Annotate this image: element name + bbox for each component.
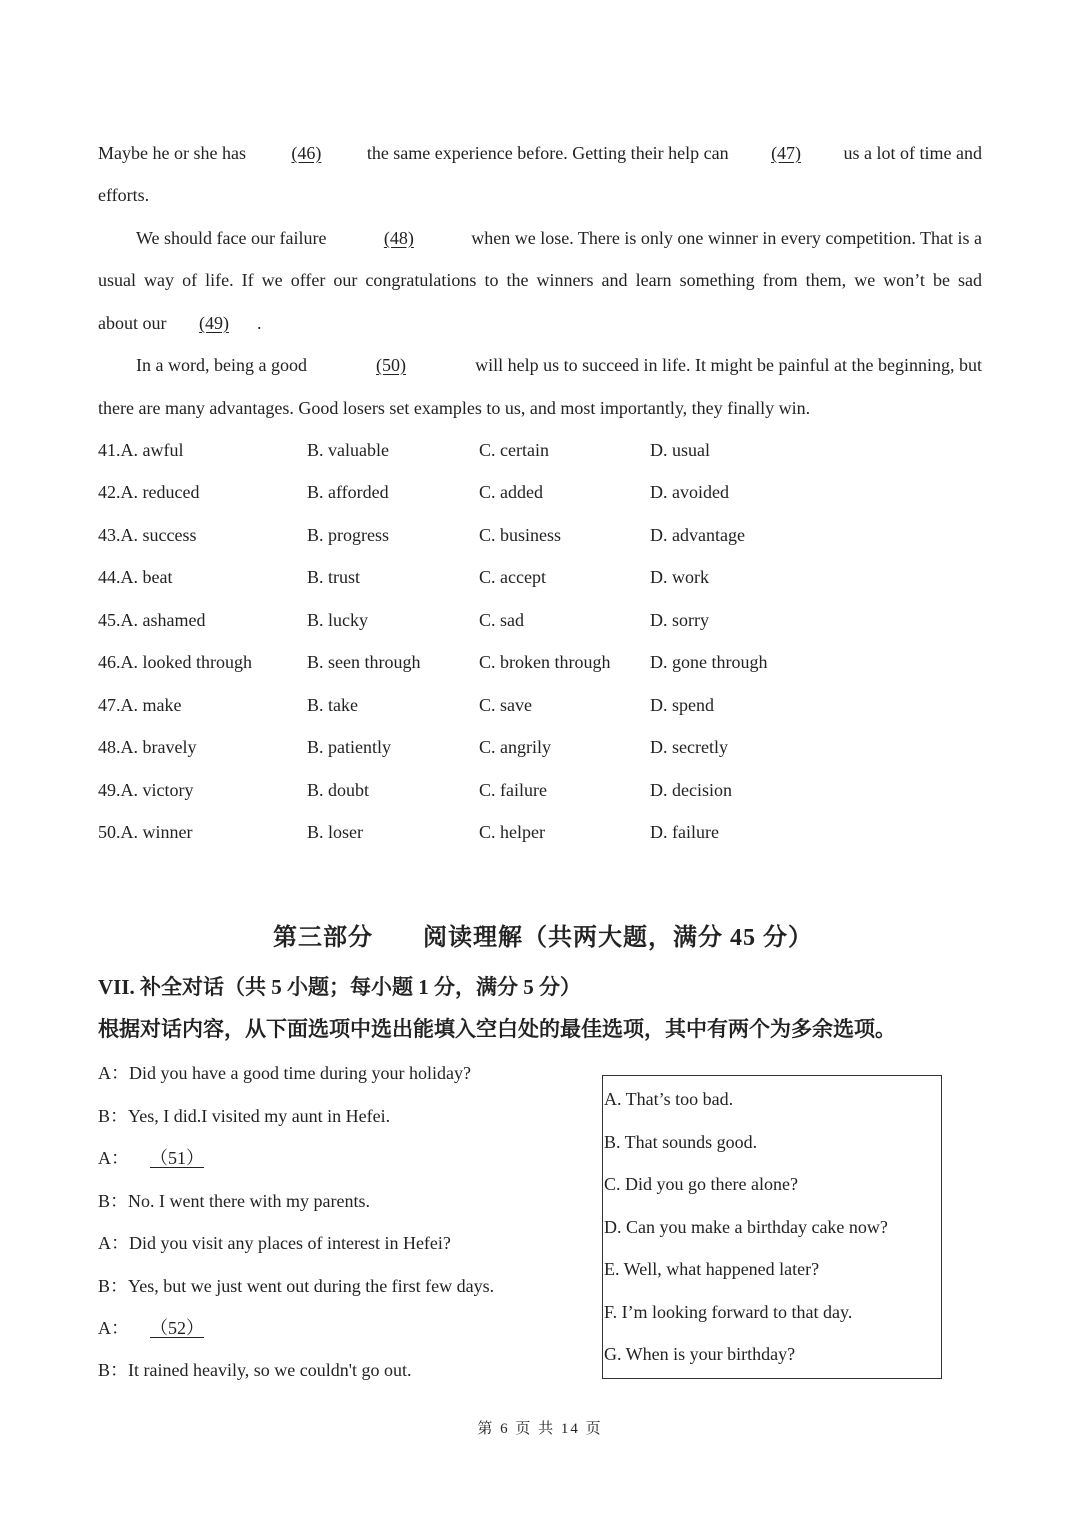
- option-b: B. progress: [307, 525, 389, 545]
- passage-text: will help us to succeed in life. It might be painful at the beginning, but: [475, 355, 982, 375]
- blank-50: (50): [376, 355, 407, 375]
- passage-text: Maybe he or she has: [98, 143, 246, 163]
- option-a: 41.A. awful: [98, 440, 184, 460]
- dialogue-line: [98, 1189, 370, 1213]
- section-instruction: 根据对话内容，从下面选项中选出能填入空白处的最佳选项，其中有两个为多余选项。: [98, 1017, 896, 1041]
- speaker-label: A：: [98, 1148, 129, 1168]
- passage-text: about our: [98, 313, 167, 333]
- passage-text: us a lot of time and: [843, 143, 982, 163]
- option-b: B. valuable: [307, 440, 389, 460]
- choice-b: B. That sounds good.: [604, 1132, 758, 1152]
- speaker-label: A：: [98, 1233, 129, 1253]
- option-d: D. advantage: [650, 525, 745, 545]
- passage-line-1: [98, 141, 982, 165]
- dialogue-line: [98, 1104, 390, 1128]
- section-subtitle: VII. 补全对话（共 5 小题；每小题 1 分，满分 5 分）: [98, 975, 582, 999]
- option-c: C. added: [479, 482, 543, 502]
- option-b: B. loser: [307, 822, 363, 842]
- option-d: D. usual: [650, 440, 710, 460]
- option-a: 49.A. victory: [98, 780, 194, 800]
- blank-48: (48): [383, 228, 414, 248]
- option-c: C. helper: [479, 822, 545, 842]
- option-a: 50.A. winner: [98, 822, 193, 842]
- dialogue-line: [98, 1316, 225, 1340]
- option-a: 47.A. make: [98, 695, 182, 715]
- blank-49: (49): [198, 313, 229, 333]
- blank-52: （52）: [150, 1318, 204, 1338]
- choice-f: F. I’m looking forward to that day.: [604, 1302, 853, 1322]
- passage-line-6: [136, 353, 982, 377]
- passage-line-3: [136, 226, 982, 250]
- option-c: C. angrily: [479, 737, 551, 757]
- option-b: B. trust: [307, 567, 361, 587]
- option-b: B. take: [307, 695, 358, 715]
- passage-line-5: [98, 311, 261, 335]
- dialogue-text: Yes, I did.I visited my aunt in Hefei.: [128, 1106, 391, 1126]
- speaker-label: A：: [98, 1063, 129, 1083]
- speaker-label: B：: [98, 1360, 129, 1380]
- option-a: 48.A. bravely: [98, 737, 197, 757]
- speaker-label: B：: [98, 1106, 129, 1126]
- dialogue-line: [98, 1231, 451, 1255]
- passage-line-2: efforts.: [98, 185, 150, 205]
- option-d: D. avoided: [650, 482, 729, 502]
- dialogue-text: It rained heavily, so we couldn't go out.: [128, 1360, 412, 1380]
- choice-c: C. Did you go there alone?: [604, 1174, 798, 1194]
- blank-51: （51）: [150, 1148, 204, 1168]
- option-d: D. decision: [650, 780, 732, 800]
- option-a: 44.A. beat: [98, 567, 173, 587]
- choice-e: E. Well, what happened later?: [604, 1259, 820, 1279]
- option-b: B. doubt: [307, 780, 370, 800]
- dialogue-line: [98, 1274, 494, 1298]
- blank-47: (47): [771, 143, 802, 163]
- dialogue-line: [98, 1358, 412, 1382]
- option-c: C. business: [479, 525, 562, 545]
- dialogue-text: No. I went there with my parents.: [128, 1191, 370, 1211]
- speaker-label: B：: [98, 1191, 129, 1211]
- page-number: 第 6 页 共 14 页: [477, 1421, 603, 1437]
- option-b: B. patiently: [307, 737, 391, 757]
- option-d: D. secretly: [650, 737, 728, 757]
- option-c: C. failure: [479, 780, 547, 800]
- passage-text: when we lose. There is only one winner in every competition. That is a: [471, 228, 982, 248]
- dialogue-line: [98, 1146, 225, 1170]
- speaker-label: B：: [98, 1276, 129, 1296]
- option-d: D. gone through: [650, 652, 768, 672]
- passage-line-7: there are many advantages. Good losers set examples to us, and most importantly, they finally win.: [98, 398, 811, 418]
- choice-a: A. That’s too bad.: [604, 1089, 734, 1109]
- passage-line-4: usual way of life. If we offer our congratulations to the winners and learn something from them, we won’t be sad: [98, 270, 982, 290]
- option-b: B. afforded: [307, 482, 389, 502]
- option-c: C. sad: [479, 610, 524, 630]
- section-title: 第三部分 阅读理解（共两大题，满分 45 分）: [273, 925, 813, 951]
- option-d: D. spend: [650, 695, 714, 715]
- option-d: D. work: [650, 567, 709, 587]
- dialogue-text: Did you visit any places of interest in Hefei?: [129, 1233, 451, 1253]
- option-c: C. broken through: [479, 652, 611, 672]
- option-c: C. certain: [479, 440, 549, 460]
- speaker-label: A：: [98, 1318, 129, 1338]
- option-c: C. save: [479, 695, 532, 715]
- option-d: D. sorry: [650, 610, 709, 630]
- option-d: D. failure: [650, 822, 719, 842]
- option-c: C. accept: [479, 567, 546, 587]
- blank-46: (46): [291, 143, 322, 163]
- option-b: B. lucky: [307, 610, 368, 630]
- dialogue-text: Did you have a good time during your holiday?: [129, 1063, 471, 1083]
- dialogue-text: Yes, but we just went out during the first few days.: [128, 1276, 495, 1296]
- passage-text: the same experience before. Getting their help can: [366, 143, 729, 163]
- dialogue-line: [98, 1061, 471, 1085]
- passage-text: We should face our failure: [136, 228, 327, 248]
- choice-g: G. When is your birthday?: [604, 1344, 796, 1364]
- choice-d: D. Can you make a birthday cake now?: [604, 1217, 888, 1237]
- option-a: 43.A. success: [98, 525, 197, 545]
- option-a: 45.A. ashamed: [98, 610, 206, 630]
- option-a: 42.A. reduced: [98, 482, 200, 502]
- option-a: 46.A. looked through: [98, 652, 252, 672]
- passage-text: In a word, being a good: [136, 355, 307, 375]
- option-b: B. seen through: [307, 652, 421, 672]
- passage-text: .: [256, 313, 262, 333]
